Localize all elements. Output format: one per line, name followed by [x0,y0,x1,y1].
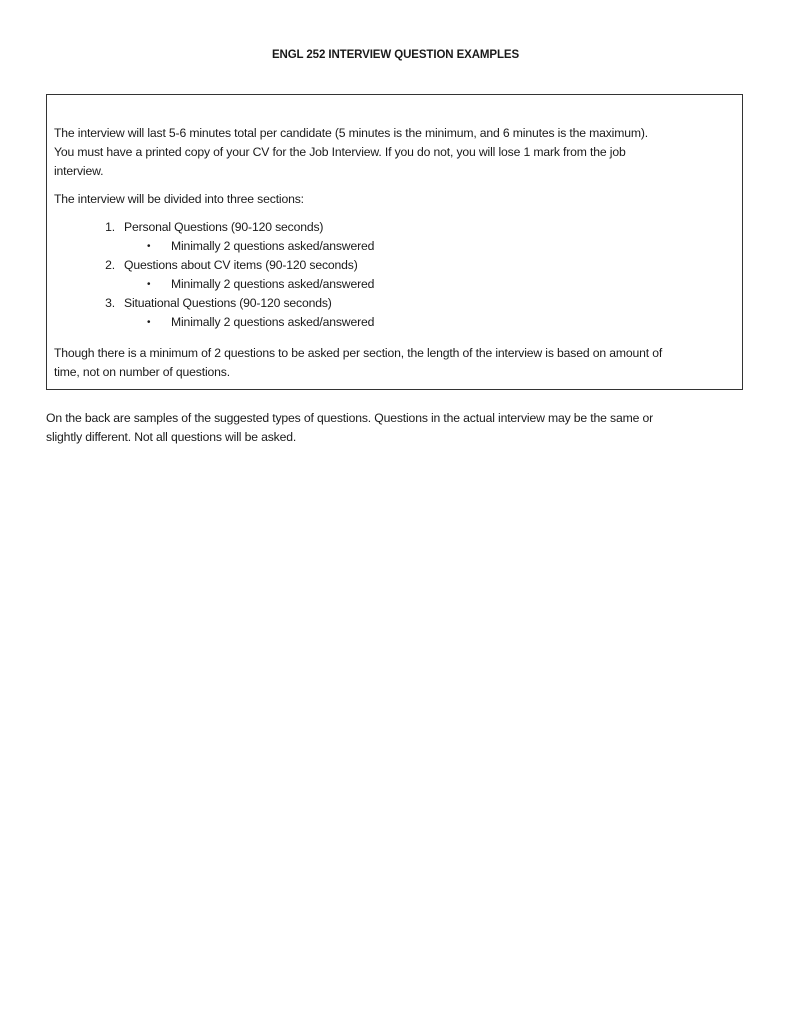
sections-intro: The interview will be divided into three sections: [54,192,304,206]
section-label: Questions about CV items (90-120 seconds) [124,258,358,272]
section-label: Personal Questions (90-120 seconds) [124,220,324,234]
instructions-box [46,94,743,390]
back-note-paragraph [46,409,746,447]
intro-paragraph [54,124,738,181]
bullet-icon: • [147,241,151,252]
section-bullet [47,237,737,256]
intro-line: interview. [54,164,104,178]
section-bullet [47,275,737,294]
bullet-icon: • [147,279,151,290]
document-title: ENGL 252 INTERVIEW QUESTION EXAMPLES [271,49,520,61]
section-number: 2. [105,258,115,272]
section-item [47,256,737,275]
bullet-icon: • [147,317,151,328]
bullet-text: Minimally 2 questions asked/answered [171,277,375,291]
section-bullet [47,313,737,332]
section-label: Situational Questions (90-120 seconds) [124,296,332,310]
section-item [47,294,737,313]
bullet-text: Minimally 2 questions asked/answered [171,315,375,329]
intro-line: You must have a printed copy of your CV for the Job Interview. If you do not, you will lose 1 mark from the job [54,145,626,159]
section-number: 3. [105,296,115,310]
sections-list [47,218,737,332]
intro-line: The interview will last 5-6 minutes total per candidate (5 minutes is the minimum, and 6 minutes is the maximum). [54,126,649,140]
note-line: time, not on number of questions. [54,365,230,379]
note-paragraph [54,344,738,382]
back-note-line: On the back are samples of the suggested types of questions. Questions in the actual interview may be the same or [46,411,653,425]
note-line: Though there is a minimum of 2 questions to be asked per section, the length of the interview is based on amount of [54,346,663,360]
section-item [47,218,737,237]
section-number: 1. [105,220,115,234]
bullet-text: Minimally 2 questions asked/answered [171,239,375,253]
back-note-line: slightly different. Not all questions will be asked. [46,430,297,444]
